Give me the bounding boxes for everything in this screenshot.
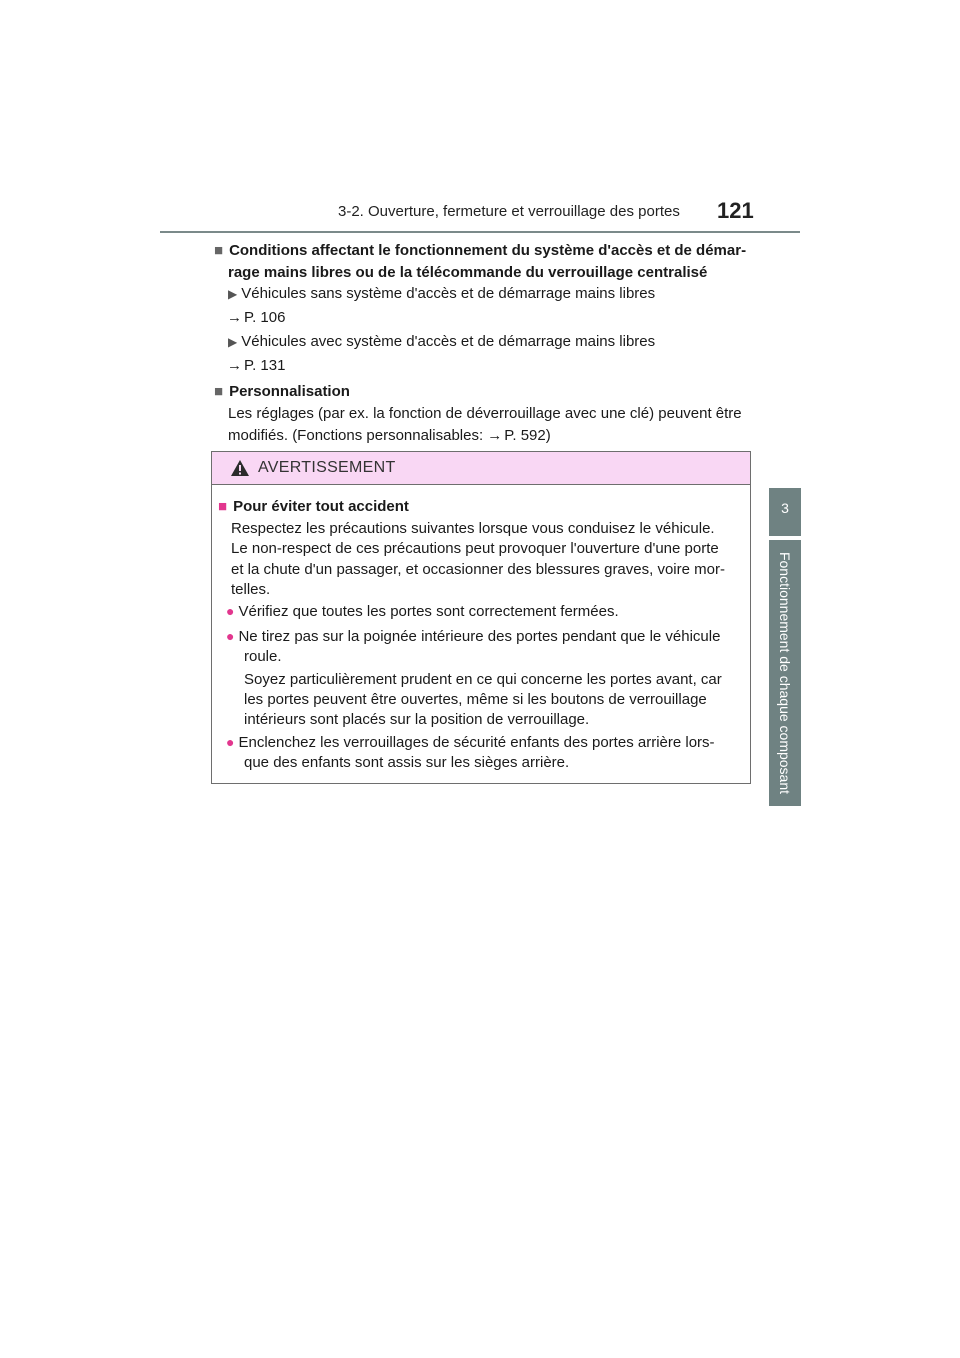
page-number: 121 xyxy=(717,198,754,223)
chapter-section-title: 3-2. Ouverture, fermeture et verrouillage des portes xyxy=(338,203,680,220)
page-reference[interactable] xyxy=(227,309,285,326)
triangle-right-icon: ▶ xyxy=(228,335,238,349)
arrow-right-icon: → xyxy=(227,357,242,374)
warning-note-line: intérieurs sont placés sur la position de verrouillage. xyxy=(244,711,590,728)
page-reference-text[interactable]: P. 592) xyxy=(504,427,551,444)
list-item-text: Véhicules avec système d'accès et de démarrage mains libres xyxy=(241,333,656,350)
paragraph-line: Les réglages (par ex. la fonction de déverrouillage avec une clé) peuvent être xyxy=(228,405,742,422)
square-bullet-icon: ■ xyxy=(218,498,228,515)
section-conditions xyxy=(214,240,754,284)
warning-paragraph-line: Le non-respect de ces précautions peut provoquer l'ouverture d'une porte xyxy=(231,540,719,557)
circle-bullet-icon: ● xyxy=(226,628,235,644)
warning-bullet-continuation: que des enfants sont assis sur les sièges arrière. xyxy=(244,754,570,771)
warning-label: AVERTISSEMENT xyxy=(258,459,396,476)
page-reference-text: P. 106 xyxy=(244,309,286,326)
list-item xyxy=(228,285,655,302)
warning-bullet-item xyxy=(226,601,619,622)
warning-note-line: Soyez particulièrement prudent en ce qui concerne les portes avant, car xyxy=(244,671,722,688)
circle-bullet-icon: ● xyxy=(226,734,235,750)
warning-title-text: Pour éviter tout accident xyxy=(233,498,409,515)
list-item-text: Véhicules sans système d'accès et de démarrage mains libres xyxy=(241,285,656,302)
side-tab-number: 3 xyxy=(781,500,789,516)
triangle-right-icon: ▶ xyxy=(228,287,238,301)
square-bullet-icon: ■ xyxy=(214,383,224,400)
warning-note-line: les portes peuvent être ouvertes, même si les boutons de verrouillage xyxy=(244,691,707,708)
section-personalisation xyxy=(214,381,754,447)
warning-bullet-item xyxy=(226,732,715,753)
circle-bullet-icon: ● xyxy=(226,603,235,619)
warning-icon xyxy=(230,459,250,477)
arrow-right-icon: → xyxy=(227,309,242,326)
section-title xyxy=(214,240,754,262)
warning-header xyxy=(212,452,750,485)
section-title-line: rage mains libres ou de la télécommande du verrouillage centralisé xyxy=(228,264,708,281)
warning-paragraph-line: Respectez les précautions suivantes lorsque vous conduisez le véhicule. xyxy=(231,520,715,537)
warning-bullet-text: Ne tirez pas sur la poignée intérieure des portes pendant que le véhicule xyxy=(238,628,721,645)
square-bullet-icon: ■ xyxy=(214,242,224,259)
warning-paragraph-line: et la chute d'un passager, et occasionner des blessures graves, voire mor- xyxy=(231,561,725,578)
warning-bullet-text: Enclenchez les verrouillages de sécurité enfants des portes arrière lors- xyxy=(238,734,715,751)
side-tab-label: Fonctionnement de chaque composant xyxy=(777,551,793,795)
header-rule xyxy=(160,231,800,233)
section-title-line: Conditions affectant le fonctionnement du système d'accès et de démar- xyxy=(229,242,747,259)
warning-bullet-continuation: roule. xyxy=(244,648,282,665)
warning-paragraph-line: telles. xyxy=(231,581,271,598)
page-reference-text: P. 131 xyxy=(244,357,286,374)
list-item xyxy=(228,333,655,350)
paragraph-line xyxy=(214,425,754,447)
warning-title xyxy=(218,496,409,517)
arrow-right-icon: → xyxy=(487,427,503,444)
section-title xyxy=(214,381,754,403)
warning-box xyxy=(211,451,751,784)
page-reference[interactable] xyxy=(227,357,285,374)
paragraph-text: modifiés. (Fonctions personnalisables: xyxy=(228,427,488,444)
warning-bullet-item xyxy=(226,626,720,647)
section-title-text: Personnalisation xyxy=(229,383,350,400)
warning-bullet-text: Vérifiez que toutes les portes sont correctement fermées. xyxy=(238,603,619,620)
